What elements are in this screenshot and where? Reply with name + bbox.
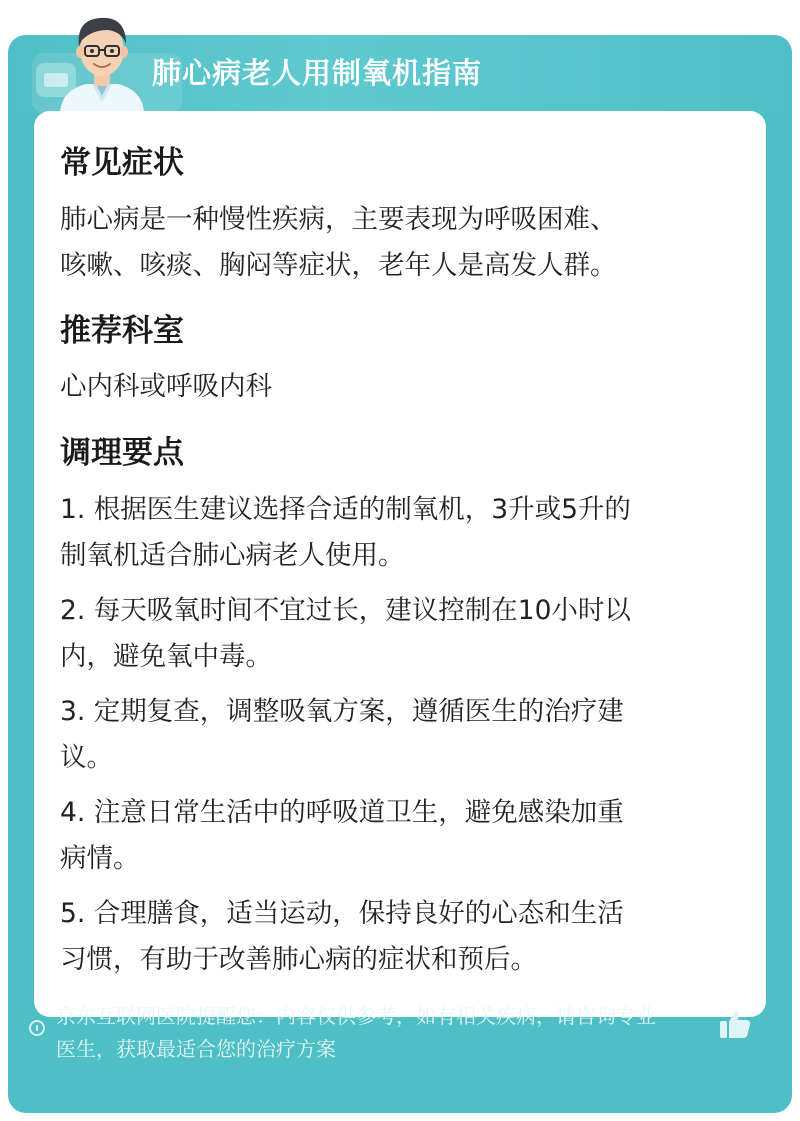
info-icon (29, 1020, 45, 1036)
disclaimer-line: 京东互联网医院提醒您：内容仅供参考，如有相关疾病，请咨询专业 (56, 1004, 656, 1028)
text-line: 1. 根据医生建议选择合适的制氧机，3升或5升的 (60, 494, 631, 525)
section-heading-care-points: 调理要点 (60, 435, 184, 471)
text-line: 病情。 (60, 843, 140, 874)
text-line: 议。 (60, 742, 113, 773)
text-line: 4. 注意日常生活中的呼吸道卫生，避免感染加重 (60, 797, 624, 828)
section-heading-department: 推荐科室 (60, 313, 184, 349)
text-line: 制氧机适合肺心病老人使用。 (60, 540, 405, 571)
symptoms-text (60, 197, 740, 289)
text-line: 2. 每天吸氧时间不宜过长，建议控制在10小时以 (60, 595, 631, 626)
list-item (60, 790, 740, 882)
list-item (60, 689, 740, 781)
doctor-avatar-icon (52, 10, 152, 112)
text-line: 肺心病是一种慢性疾病，主要表现为呼吸困难、 (60, 204, 617, 235)
section-heading-symptoms: 常见症状 (60, 145, 184, 181)
text-line: 内，避免氧中毒。 (60, 641, 272, 672)
text-line: 习惯，有助于改善肺心病的症状和预后。 (60, 944, 537, 975)
text-line: 咳嗽、咳痰、胸闷等症状，老年人是高发人群。 (60, 250, 617, 281)
thumbs-up-icon[interactable] (718, 1008, 752, 1040)
content-card (34, 111, 766, 1017)
list-item (60, 487, 740, 579)
text-line: 3. 定期复查，调整吸氧方案，遵循医生的治疗建 (60, 696, 624, 727)
page-title: 肺心病老人用制氧机指南 (152, 56, 483, 90)
list-item (60, 588, 740, 680)
disclaimer-text (56, 1000, 721, 1066)
text-line: 5. 合理膳食，适当运动，保持良好的心态和生活 (60, 898, 624, 929)
text-line: 心内科或呼吸内科 (60, 371, 272, 402)
department-text (60, 364, 740, 410)
disclaimer-line: 医生，获取最适合您的治疗方案 (56, 1037, 336, 1061)
list-item (60, 891, 740, 983)
